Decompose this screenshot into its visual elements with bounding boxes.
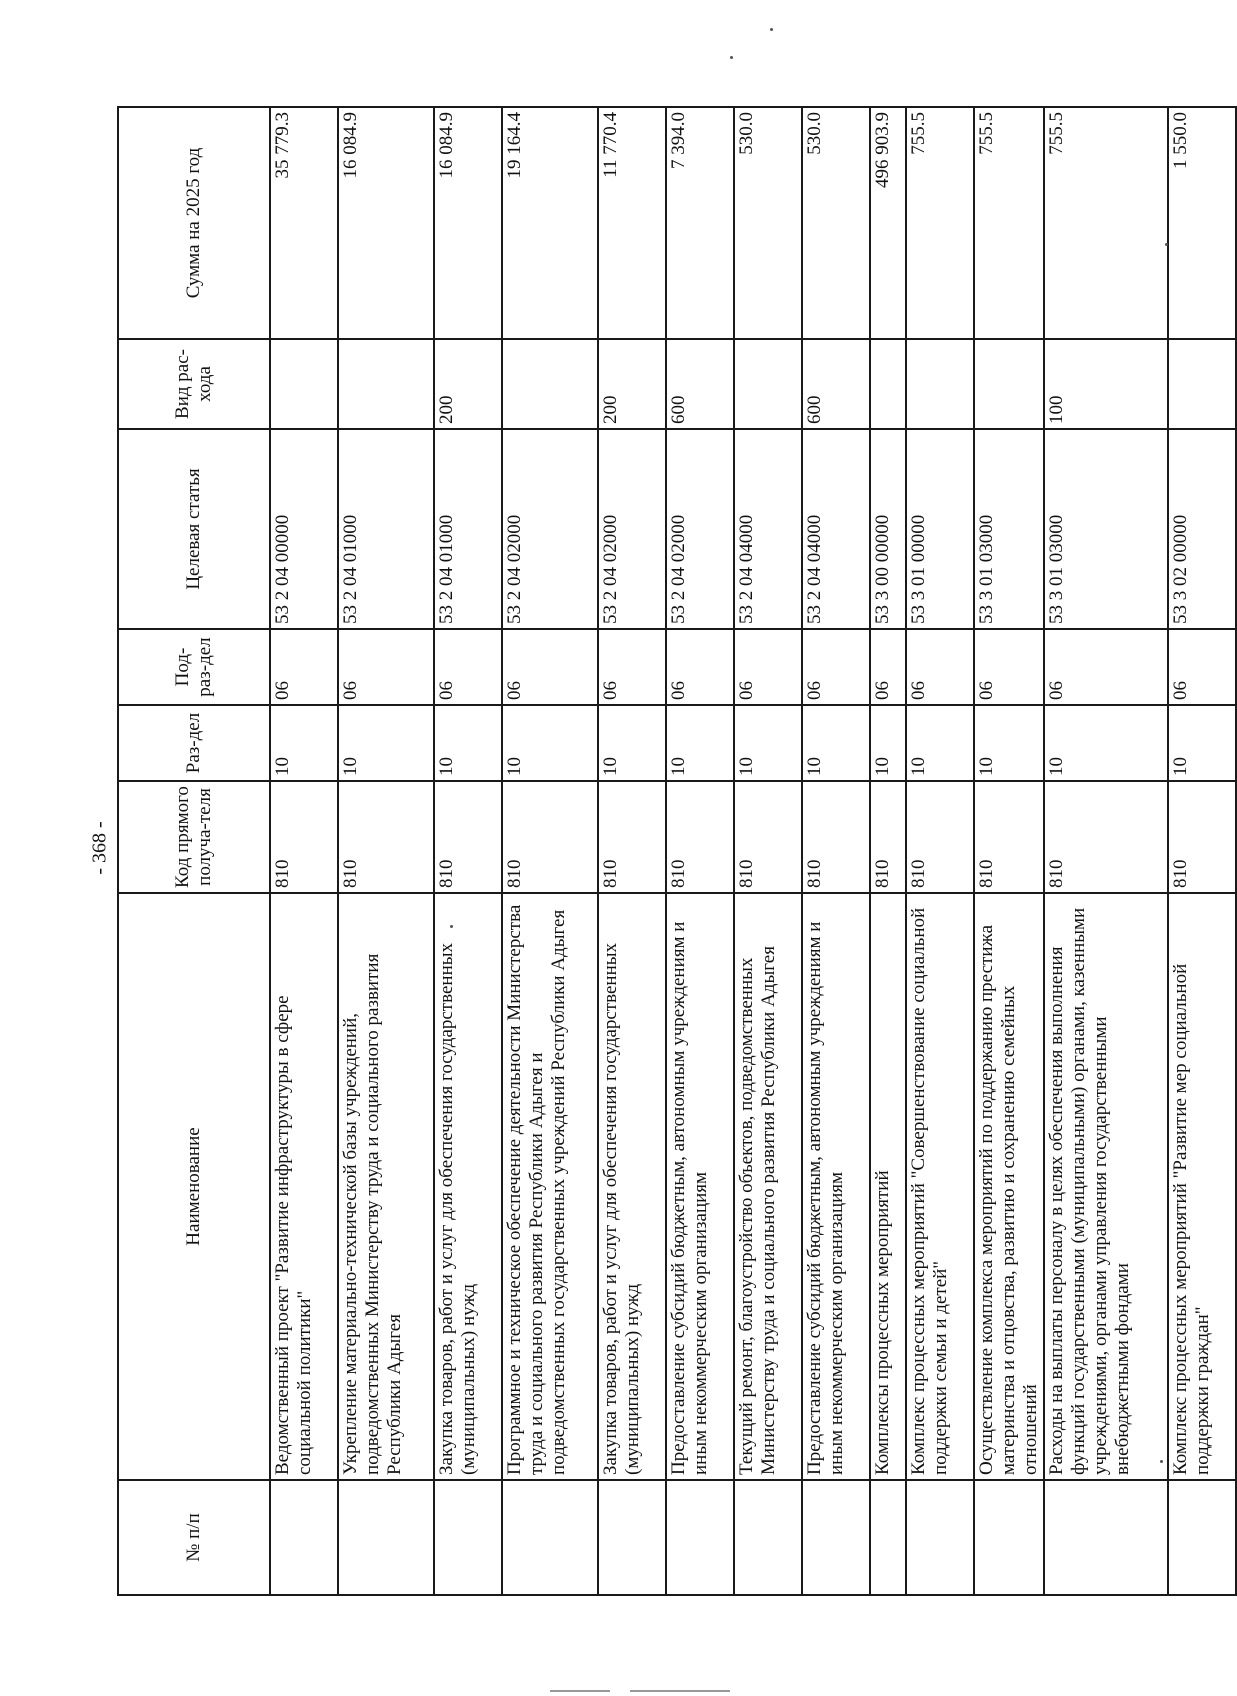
row-expense-type: 200	[598, 339, 666, 429]
table-row	[502, 107, 598, 1595]
row-subsection: 06	[1044, 629, 1168, 705]
row-expense-type: 600	[666, 339, 734, 429]
table-row	[974, 107, 1044, 1595]
scan-speck	[1165, 243, 1168, 246]
scan-speck	[770, 28, 773, 31]
scan-speck	[450, 925, 453, 928]
row-recipient-code: 810	[270, 781, 338, 893]
row-subsection: 06	[434, 629, 502, 705]
table-row	[270, 107, 338, 1595]
table-row	[802, 107, 870, 1595]
row-target-article: 53 2 04 02000	[502, 429, 598, 629]
row-section: 10	[434, 705, 502, 781]
row-recipient-code: 810	[598, 781, 666, 893]
row-recipient-code: 810	[734, 781, 802, 893]
row-name: Предоставление субсидий бюджетным, автономным учреждениям и иным некоммерческим организациям	[666, 893, 734, 1480]
row-amount: 7 394.0	[666, 107, 734, 339]
table-row	[1168, 107, 1236, 1595]
row-subsection: 06	[802, 629, 870, 705]
row-subsection: 06	[974, 629, 1044, 705]
header-expense-type: Вид рас-хода	[118, 339, 270, 429]
row-section: 10	[502, 705, 598, 781]
row-num	[270, 1480, 338, 1595]
row-subsection: 06	[598, 629, 666, 705]
table-header-row	[118, 107, 270, 1595]
row-section: 10	[598, 705, 666, 781]
row-target-article: 53 2 04 01000	[338, 429, 434, 629]
row-section: 10	[666, 705, 734, 781]
row-subsection: 06	[734, 629, 802, 705]
budget-table	[117, 106, 1237, 1596]
row-amount: 19 164.4	[502, 107, 598, 339]
row-subsection: 06	[666, 629, 734, 705]
row-subsection: 06	[906, 629, 974, 705]
row-section: 10	[270, 705, 338, 781]
scan-speck	[730, 56, 733, 59]
row-target-article: 53 2 04 00000	[270, 429, 338, 629]
row-recipient-code: 810	[906, 781, 974, 893]
row-name: Расходы на выплаты персоналу в целях обеспечения выполнения функций государственными (муниципальными) органами, казенными учреждениями, органами управления государственными внебюджетными фондами	[1044, 893, 1168, 1480]
row-name: Комплекс процессных мероприятий "Совершенствование социальной поддержки семьи и детей"	[906, 893, 974, 1480]
row-recipient-code: 810	[666, 781, 734, 893]
row-target-article: 53 2 04 01000	[434, 429, 502, 629]
header-section: Раз-дел	[118, 705, 270, 781]
table-row	[734, 107, 802, 1595]
row-subsection: 06	[338, 629, 434, 705]
row-name: Закупка товаров, работ и услуг для обеспечения государственных (муниципальных) нужд	[434, 893, 502, 1480]
row-expense-type	[906, 339, 974, 429]
row-section: 10	[802, 705, 870, 781]
row-name: Текущий ремонт, благоустройство объектов, подведомственных Министерству труда и социального развития Республики Адыгея	[734, 893, 802, 1480]
row-subsection: 06	[502, 629, 598, 705]
table-body	[270, 107, 1236, 1595]
row-amount: 755.5	[906, 107, 974, 339]
row-expense-type	[270, 339, 338, 429]
row-section: 10	[1044, 705, 1168, 781]
row-expense-type	[870, 339, 906, 429]
row-amount: 1 550.0	[1168, 107, 1236, 339]
row-num	[434, 1480, 502, 1595]
row-name: Программное и техническое обеспечение деятельности Министерства труда и социального развития Республики Адыгея и подведомственных государственных учреждений Республики Адыгея	[502, 893, 598, 1480]
row-amount: 530.0	[734, 107, 802, 339]
row-section: 10	[906, 705, 974, 781]
row-section: 10	[974, 705, 1044, 781]
row-amount: 755.5	[974, 107, 1044, 339]
row-num	[502, 1480, 598, 1595]
row-amount: 755.5	[1044, 107, 1168, 339]
row-name: Предоставление субсидий бюджетным, автономным учреждениям и иным некоммерческим организациям	[802, 893, 870, 1480]
row-name: Комплексы процессных мероприятий	[870, 893, 906, 1480]
header-num: № п/п	[118, 1480, 270, 1595]
row-num	[1044, 1480, 1168, 1595]
rotated-page-content	[117, 108, 1213, 1596]
row-name: Ведомственный проект "Развитие инфраструктуры в сфере социальной политики"	[270, 893, 338, 1480]
row-recipient-code: 810	[338, 781, 434, 893]
table-row	[598, 107, 666, 1595]
row-name: Закупка товаров, работ и услуг для обеспечения государственных (муниципальных) нужд	[598, 893, 666, 1480]
page-number: - 368 -	[88, 821, 111, 875]
row-target-article: 53 3 01 00000	[906, 429, 974, 629]
row-subsection: 06	[1168, 629, 1236, 705]
header-subsection: Под-раз-дел	[118, 629, 270, 705]
scan-edge-mark	[550, 1690, 610, 1692]
row-section: 10	[870, 705, 906, 781]
row-recipient-code: 810	[1044, 781, 1168, 893]
row-num	[1168, 1480, 1236, 1595]
row-target-article: 53 3 02 00000	[1168, 429, 1236, 629]
table-row	[906, 107, 974, 1595]
row-target-article: 53 3 00 00000	[870, 429, 906, 629]
row-name: Комплекс процессных мероприятий "Развитие мер социальной поддержки граждан"	[1168, 893, 1236, 1480]
row-recipient-code: 810	[870, 781, 906, 893]
row-num	[906, 1480, 974, 1595]
row-name: Осуществление комплекса мероприятий по поддержанию престижа материнства и отцовства, развитию и сохранению семейных отношений	[974, 893, 1044, 1480]
row-amount: 11 770.4	[598, 107, 666, 339]
row-recipient-code: 810	[1168, 781, 1236, 893]
row-target-article: 53 2 04 02000	[598, 429, 666, 629]
scan-edge-mark	[630, 1690, 730, 1692]
row-num	[974, 1480, 1044, 1595]
row-section: 10	[338, 705, 434, 781]
scan-speck	[1160, 1460, 1163, 1463]
row-target-article: 53 3 01 03000	[1044, 429, 1168, 629]
row-expense-type	[1168, 339, 1236, 429]
row-section: 10	[1168, 705, 1236, 781]
row-expense-type	[734, 339, 802, 429]
row-subsection: 06	[870, 629, 906, 705]
row-num	[598, 1480, 666, 1595]
row-target-article: 53 2 04 04000	[802, 429, 870, 629]
table-row	[666, 107, 734, 1595]
table-row	[434, 107, 502, 1595]
row-amount: 530.0	[802, 107, 870, 339]
row-recipient-code: 810	[434, 781, 502, 893]
table-row	[870, 107, 906, 1595]
row-recipient-code: 810	[502, 781, 598, 893]
row-amount: 496 903.9	[870, 107, 906, 339]
row-amount: 16 084.9	[338, 107, 434, 339]
row-target-article: 53 2 04 02000	[666, 429, 734, 629]
table-row	[1044, 107, 1168, 1595]
row-recipient-code: 810	[974, 781, 1044, 893]
row-num	[802, 1480, 870, 1595]
row-section: 10	[734, 705, 802, 781]
row-num	[870, 1480, 906, 1595]
row-recipient-code: 810	[802, 781, 870, 893]
row-expense-type	[974, 339, 1044, 429]
row-expense-type	[338, 339, 434, 429]
row-expense-type	[502, 339, 598, 429]
header-recipient-code: Код прямого получа-теля	[118, 781, 270, 893]
header-target-article: Целевая статья	[118, 429, 270, 629]
row-expense-type: 600	[802, 339, 870, 429]
row-target-article: 53 2 04 04000	[734, 429, 802, 629]
header-name: Наименование	[118, 893, 270, 1480]
row-name: Укрепление материально-технической базы учреждений, подведомственных Министерству труда и социального развития Республики Адыгея	[338, 893, 434, 1480]
header-amount: Сумма на 2025 год	[118, 107, 270, 339]
row-amount: 16 084.9	[434, 107, 502, 339]
row-num	[338, 1480, 434, 1595]
row-num	[734, 1480, 802, 1595]
row-expense-type: 100	[1044, 339, 1168, 429]
table-row	[338, 107, 434, 1595]
row-target-article: 53 3 01 03000	[974, 429, 1044, 629]
row-expense-type: 200	[434, 339, 502, 429]
row-num	[666, 1480, 734, 1595]
row-subsection: 06	[270, 629, 338, 705]
row-amount: 35 779.3	[270, 107, 338, 339]
